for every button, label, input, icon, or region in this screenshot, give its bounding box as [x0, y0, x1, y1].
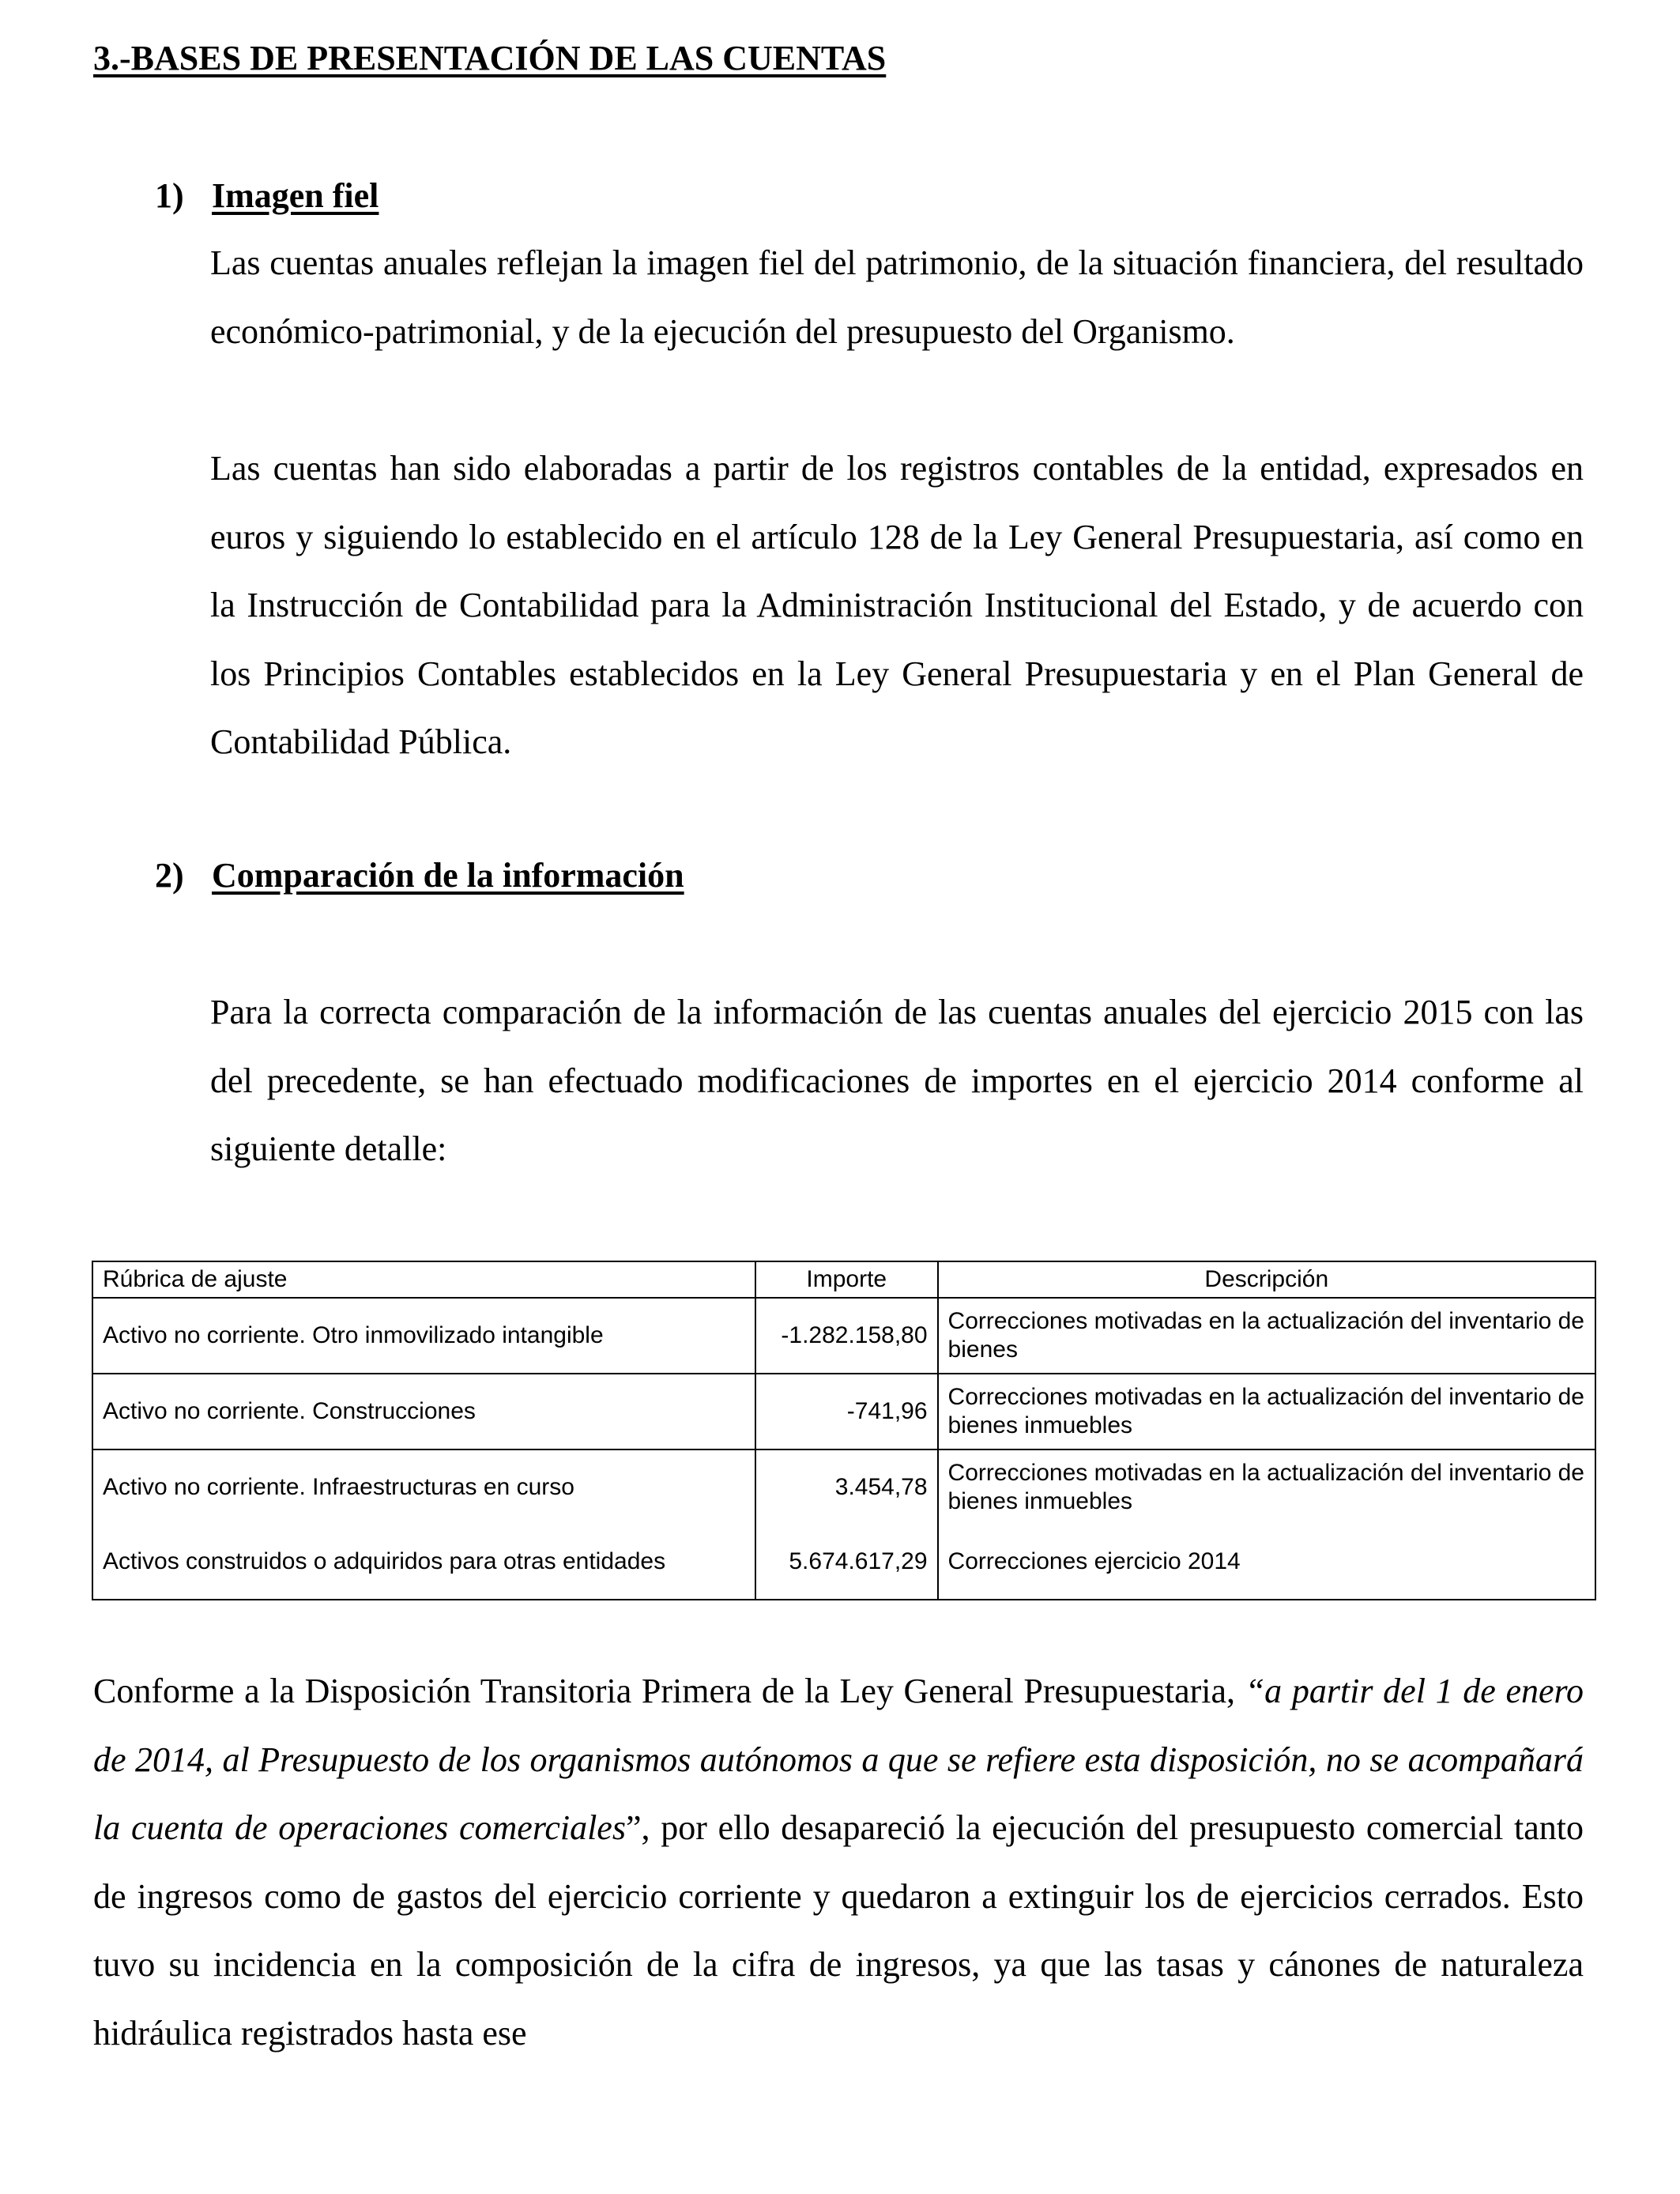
section-heading-comparacion [155, 855, 684, 895]
closing-quote: “a partir del 1 de enero de 2014, al Presupuesto de los organismos autónomos a que se refiere esta disposición, no se acompañará la cuenta de operaciones comerciales [93, 1672, 1584, 1847]
cell-descripcion: Correcciones motivadas en la actualización del inventario de bienes [938, 1298, 1595, 1374]
paragraph-imagen-fiel-1: Las cuentas anuales reflejan la imagen fiel del patrimonio, de la situación financiera, del resultado económico-patrimonial, y de la ejecución del presupuesto del Organismo. [210, 243, 1584, 351]
cell-rubrica: Activo no corriente. Construcciones [92, 1374, 755, 1449]
paragraph-comparacion: Para la correcta comparación de la información de las cuentas anuales del ejercicio 2015 con las del precedente, se han efectuado modificaciones de importes en el ejercicio 2014 conforme al siguiente detalle: [210, 993, 1584, 1168]
table-row [92, 1374, 1595, 1449]
cell-rubrica: Activo no corriente. Otro inmovilizado intangible [92, 1298, 755, 1374]
cell-importe: 3.454,78 [755, 1449, 938, 1525]
cell-rubrica: Activos construidos o adquiridos para otras entidades [92, 1525, 755, 1600]
cell-rubrica: Activo no corriente. Infraestructuras en curso [92, 1449, 755, 1525]
section-number: 2) [155, 856, 184, 895]
cell-descripcion: Correcciones motivadas en la actualización del inventario de bienes inmuebles [938, 1449, 1595, 1525]
header-importe: Importe [755, 1261, 938, 1298]
table-row [92, 1525, 1595, 1600]
table-row [92, 1449, 1595, 1525]
paragraph-closing [93, 1657, 1584, 2068]
section-title: Comparación de la información [212, 856, 684, 895]
section-heading-imagen-fiel [155, 175, 379, 216]
cell-descripcion: Correcciones ejercicio 2014 [938, 1525, 1595, 1600]
table-row [92, 1298, 1595, 1374]
table-header-row [92, 1261, 1595, 1298]
header-rubrica: Rúbrica de ajuste [92, 1261, 755, 1298]
adjustments-table [92, 1261, 1596, 1600]
cell-descripcion: Correcciones motivadas en la actualización del inventario de bienes inmuebles [938, 1374, 1595, 1449]
cell-importe: 5.674.617,29 [755, 1525, 938, 1600]
paragraph-imagen-fiel-2: Las cuentas han sido elaboradas a partir de los registros contables de la entidad, expresados en euros y siguiendo lo establecido en el artículo 128 de la Ley General Presupuestaria, así como en la Instrucción de Contabilidad para la Administración Institucional del Estado, y de acuerdo con los Principios Contables establecidos en la Ley General Presupuestaria y en el Plan General de Contabilidad Pública. [210, 449, 1584, 761]
header-descripcion: Descripción [938, 1261, 1595, 1298]
closing-intro: Conforme a la Disposición Transitoria Primera de la Ley General Presupuestaria, [93, 1672, 1245, 1710]
page-title: 3.-BASES DE PRESENTACIÓN DE LAS CUENTAS [93, 39, 887, 77]
section-title: Imagen fiel [212, 176, 379, 215]
cell-importe: -1.282.158,80 [755, 1298, 938, 1374]
cell-importe: -741,96 [755, 1374, 938, 1449]
closing-after: ”, por ello desapareció la ejecución del presupuesto comercial tanto de ingresos como de gastos del ejercicio corriente y quedaron a extinguir los de ejercicios cerrados. Esto tuvo su incidencia en la composición de la cifra de ingresos, ya que las tasas y cánones de naturaleza hidráulica registrados hasta ese [93, 1808, 1584, 2053]
section-number: 1) [155, 176, 184, 215]
